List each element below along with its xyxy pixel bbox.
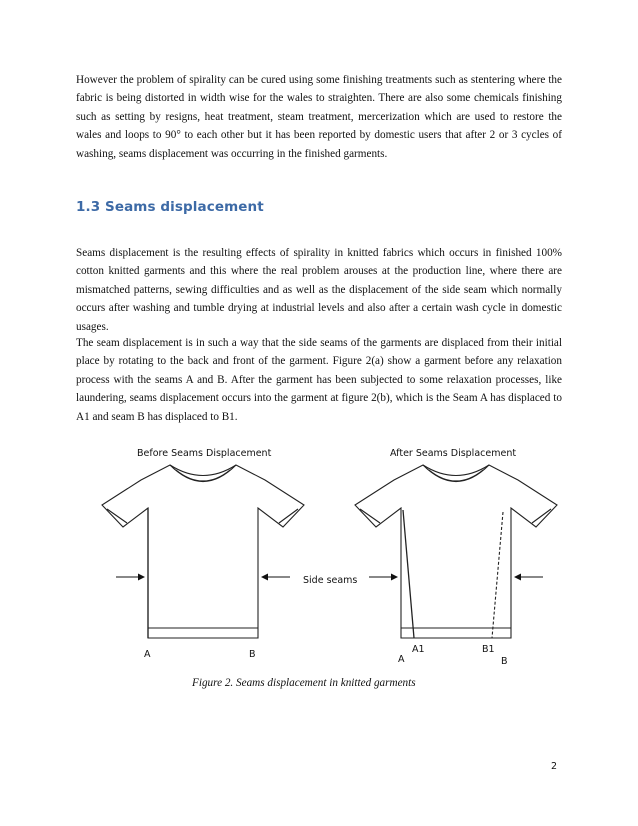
side-seams-label: Side seams [303,575,358,586]
tshirt-before-drawing [102,465,304,638]
seam-a1-label: A1 [412,644,425,655]
paragraph-spirality-treatments: However the problem of spirality can be cured using some finishing treatments such as stentering where the fabric is being distorted in width wise for the wales to straighten. There are also some chemicals finishing such as setting by resigns, heat treatment, steam treatment, mercerization which are used to restore the wales and loops to 90° to each other but it has been reported by domestic users that after 2 or 3 cycles of washing, seams displacement was occurring in the finished garments. [76,74,562,160]
seam-b-label: B [249,649,256,660]
seam-a-label: A [144,649,151,660]
after-title: After Seams Displacement [390,448,517,459]
section-heading: 1.3 Seams displacement [76,199,264,215]
paragraph-seams-process: The seam displacement is in such a way that the side seams of the garments are displaced from their initial place by rotating to the back and front of the garment. Figure 2(a) show a garment before any relaxation process with the seams A and B. After the garment has been subjected to some relaxation processes, like laundering, seams displacement occurs into the garment at figure 2(b), which is the Seam A has displaced to A1 and seam B has displaced to B1. [76,337,562,423]
figure-caption: Figure 2. Seams displacement in knitted garments [192,677,416,689]
seam-b-after-label: B [501,656,508,667]
page-number: 2 [551,761,558,772]
paragraph-seams-definition: Seams displacement is the resulting effects of spirality in knitted fabrics which occurs in finished 100% cotton knitted garments and this where the real problem arouses at the production line, where there are mismatched patterns, sewing difficulties and as well as the displacement of the side seam which normally occurs after washing and tumble drying at industrial levels and also after a certain wash cycle in domestic usages. [76,247,562,333]
tshirt-after-drawing [355,465,557,638]
before-title: Before Seams Displacement [137,448,272,459]
seam-b1-label: B1 [482,644,495,655]
seam-a-after-label: A [398,654,405,665]
